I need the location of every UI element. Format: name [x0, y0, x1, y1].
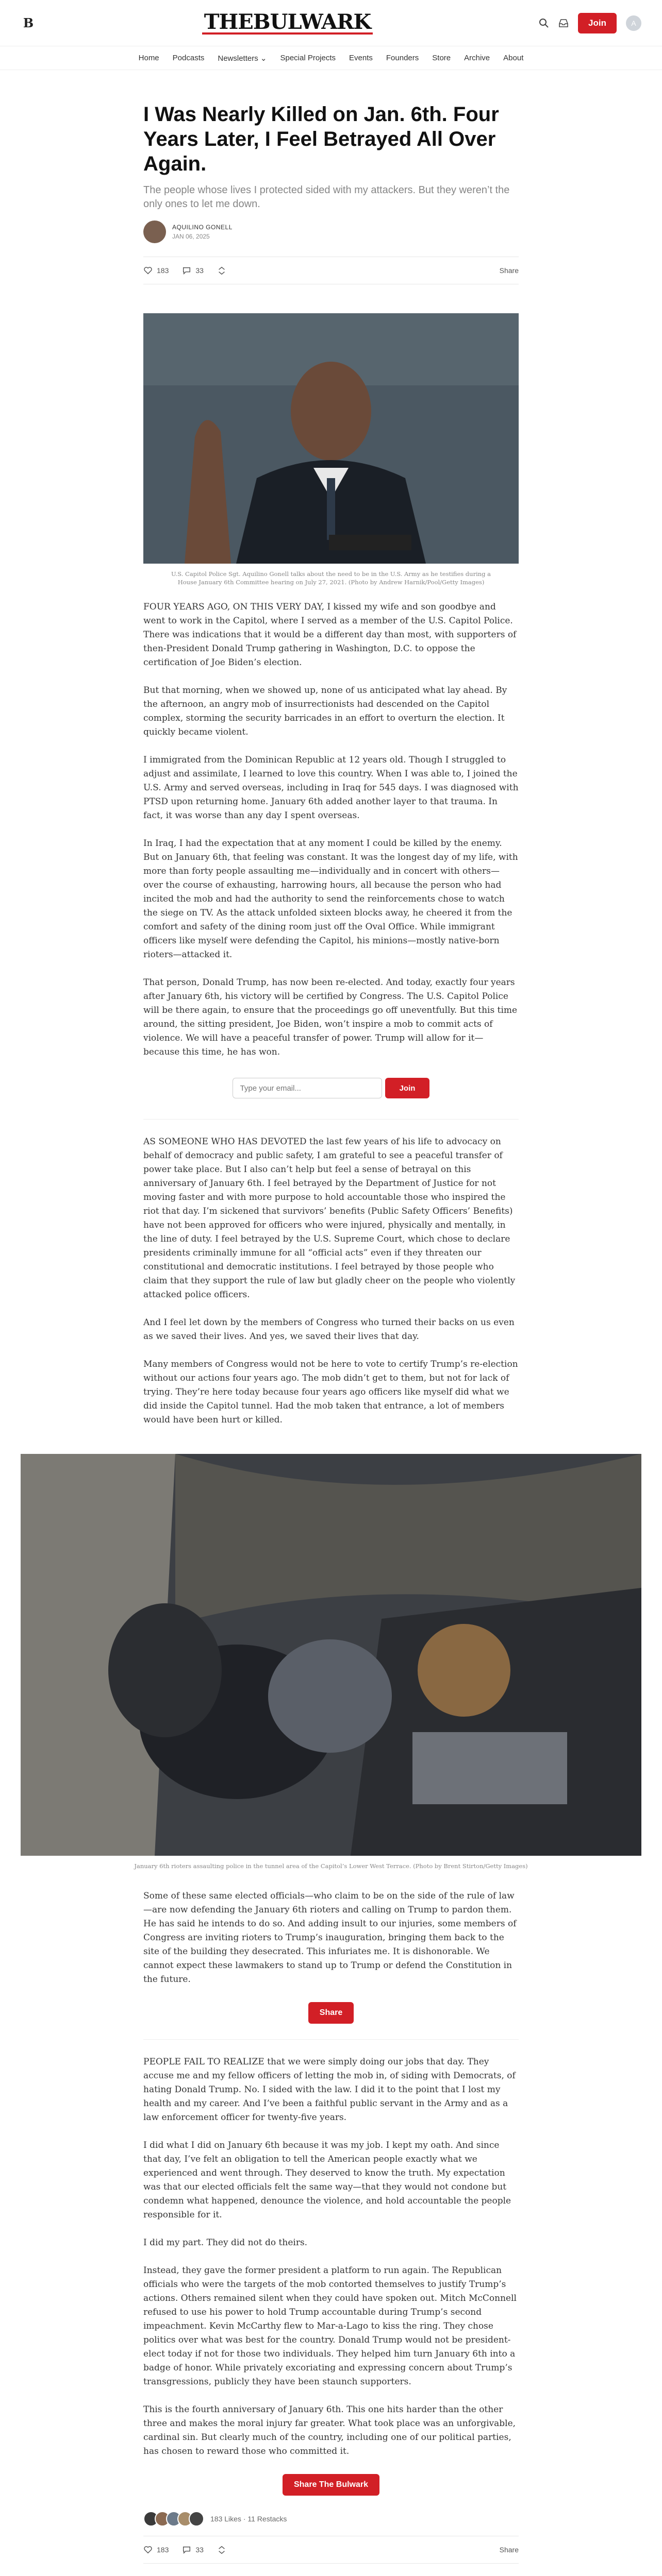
- top-bar: [0, 0, 662, 46]
- divider: [143, 1119, 519, 1120]
- article-body-b: [143, 1135, 519, 1427]
- inbox-icon[interactable]: [558, 18, 569, 28]
- likes-summary[interactable]: 183 Likes · 11 Restacks: [210, 2515, 287, 2523]
- like-count: 183: [157, 2546, 169, 2554]
- comment-button[interactable]: [182, 2545, 204, 2554]
- paragraph: I did what I did on January 6th because it was my job. I kept my oath. And since that day, I’ve felt an obligation to tell the American people exactly what we experienced and went through. They deserved to know the truth. My expectation was that our elected officials felt the same way—that they would not condone but condemn what happened, denounce the violence, and hold accountable the people responsible for it.: [143, 2140, 511, 2220]
- like-button[interactable]: [143, 266, 169, 275]
- comment-button[interactable]: [182, 266, 204, 275]
- nav-podcasts[interactable]: Podcasts: [172, 54, 205, 62]
- join-button[interactable]: Join: [578, 13, 617, 33]
- wide-figure: [21, 1454, 641, 1870]
- article-body-a: [143, 600, 519, 1059]
- paragraph: Some of these same elected officials—who claim to be on the side of the rule of law—are now defending the January 6th rioters and calling on Trump to pardon them. He has said he intends to do so. And adding insult to our injuries, some members of Congress are inviting rioters to Trump’s inauguration, bringing them back to the site of the building they desecrated. This infuriates me. It is dishonorable. We cannot expect these lawmakers to stand up to Trump or defend the Constitution in the future.: [143, 1891, 517, 1985]
- search-icon[interactable]: [539, 18, 549, 28]
- share-link[interactable]: Share: [499, 2546, 519, 2554]
- article-body-d: [143, 2055, 519, 2459]
- liker-avatars[interactable]: [143, 2511, 204, 2527]
- article: [143, 70, 519, 1427]
- comment-icon: [182, 266, 191, 275]
- nav-newsletters[interactable]: [218, 54, 267, 63]
- paragraph: In Iraq, I had the expectation that at any moment I could be killed by the enemy. But on January 6th, that feeling was constant. It was the longest day of my life, with more than forty people assaulting me—individually and in concert with others—over the course of exhausting, harrowing hours, all because the person who had incited the mob and had the authority to send the reinforcements chose to watch the siege on TV. As the attack unfolded sixteen blocks away, he cheered it from the comfort and safety of the dining room just off the Oval Office. While immigrant officers like myself were defending the Capitol, his minions—mostly native-born rioters—attacked it.: [143, 838, 518, 960]
- wide-photo-illustration: [21, 1454, 641, 1856]
- article-title: I Was Nearly Killed on Jan. 6th. Four Years Later, I Feel Betrayed All Over Again.: [143, 103, 499, 175]
- hero-photo-illustration: [143, 313, 519, 564]
- paragraph: AS SOMEONE WHO HAS DEVOTED the last few years of his life to advocacy on behalf of democracy and public safety, I am grateful to see a peaceful transfer of power take place. But I also can’t help but feel a sense of betrayal on this anniversary of January 6th. I feel betrayed by the Department of Justice for not moving faster and with more purpose to hold accountable those who inspired the riot that day. I’m sickened that survivors’ benefits (Public Safety Officers’ Benefits) have not been approved for officers who were injured, physically and mentally, in the line of duty. I feel betrayed by the U.S. Supreme Court, which chose to declare presidents criminally immune for all “official acts” even if they threaten our constitutional and democratic institutions. I feel betrayed by those people who claim that they support the rule of law but gladly cheer on the people who violently attacked police officers.: [143, 1137, 516, 1300]
- divider: [143, 2039, 519, 2040]
- paragraph: I did my part. They did not do theirs.: [143, 2238, 308, 2248]
- nav-archive[interactable]: Archive: [464, 54, 490, 62]
- article-continued: [143, 1870, 519, 2576]
- article-subtitle: The people whose lives I protected sided with my attackers. But they weren’t the only ones to let me down.: [143, 184, 510, 210]
- heart-icon: [143, 266, 153, 275]
- paragraph: PEOPLE FAIL TO REALIZE that we were simply doing our jobs that day. They accuse me and my fellow officers of letting the mob in, of siding with Democrats, of hating Donald Trump. No. I sided with the law. I did it to the point that I lost my health and my career. And I’ve been a faithful public servant in the Army and as a law enforcement officer for twenty-five years.: [143, 2057, 516, 2123]
- avatar: [189, 2511, 204, 2527]
- restack-button[interactable]: [217, 266, 226, 275]
- hero-image[interactable]: [143, 313, 519, 564]
- heart-icon: [143, 2545, 153, 2554]
- brand-wordmark[interactable]: THEBULWARK: [202, 12, 373, 35]
- share-bulwark-button[interactable]: Share The Bulwark: [283, 2474, 379, 2496]
- comment-icon: [182, 2545, 191, 2554]
- wide-image[interactable]: [21, 1454, 641, 1856]
- account-avatar[interactable]: A: [626, 15, 641, 31]
- publication-logo[interactable]: B: [23, 15, 34, 30]
- paragraph: This is the fourth anniversary of January 6th. This one hits harder than the other three and makes the moral injury far greater. What took place was an unforgivable, cardinal sin. But clearly much of the country, including one of our political parties, has chosen to reward those who committed it.: [143, 2404, 516, 2456]
- hero-caption: U.S. Capitol Police Sgt. Aquilino Gonell talks about the need to be in the U.S. Army as he testifies during a House January 6th Committee hearing on July 27, 2021. (Photo by Andrew Harnik/Pool/Getty Images): [171, 570, 491, 586]
- chevron-down-icon: ⌄: [260, 54, 267, 63]
- paragraph: But that morning, when we showed up, none of us anticipated what lay ahead. By the afternoon, an angry mob of insurrectionists had descended on the Capitol complex, storming the security barricades in an effort to overturn the election. It quickly became violent.: [143, 685, 507, 737]
- publish-date: JAN 06, 2025: [172, 233, 210, 240]
- inline-subscribe: [143, 1078, 519, 1098]
- post-actions-top: [143, 257, 519, 284]
- paragraph: And I feel let down by the members of Congress who turned their backs on us even as we saved their lives. And yes, we saved their lives that day.: [143, 1317, 515, 1342]
- paragraph: FOUR YEARS AGO, ON THIS VERY DAY, I kissed my wife and son goodbye and went to work in the Capitol, where I served as a member of the U.S. Capitol Police. There was indications that it would be a different day than most, with supporters of then-President Donald Trump gathering in Washington, D.C. to oppose the certification of Joe Biden’s election.: [143, 602, 517, 668]
- email-field[interactable]: [233, 1078, 382, 1098]
- nav-events[interactable]: Events: [349, 54, 373, 62]
- paragraph: Many members of Congress would not be here to vote to certify Trump’s re-election without our actions four years ago. The mob didn’t get to them, but not for lack of trying. They’re here today because four years ago officers like myself did what we did inside the Capitol tunnel. Had the mob taken that entrance, a lot of members would have been hurt or killed.: [143, 1359, 518, 1425]
- comment-count: 33: [195, 2546, 204, 2554]
- nav-special-projects[interactable]: Special Projects: [280, 54, 336, 62]
- restack-icon: [217, 2545, 226, 2554]
- nav-store[interactable]: Store: [432, 54, 451, 62]
- nav-founders[interactable]: Founders: [386, 54, 419, 62]
- post-actions-bottom: [143, 2536, 519, 2564]
- share-link[interactable]: Share: [499, 266, 519, 275]
- like-button[interactable]: [143, 2545, 169, 2554]
- article-body-c: [143, 1889, 519, 1987]
- nav-newsletters-label: Newsletters: [218, 54, 258, 63]
- main-nav: [0, 46, 662, 70]
- comment-count: 33: [195, 266, 204, 275]
- likes-row: [143, 2511, 519, 2527]
- byline: [143, 221, 519, 243]
- paragraph: I immigrated from the Dominican Republic at 12 years old. Though I struggled to adjust and assimilate, I learned to love this country. When I was able to, I joined the U.S. Army and served overseas, including in Iraq for 545 days. I was diagnosed with PTSD upon returning home. January 6th added another layer to that trauma. In fact, it was worse than any day I spent overseas.: [143, 755, 519, 821]
- paragraph: That person, Donald Trump, has now been re-elected. And today, exactly four years after January 6th, his victory will be certified by Congress. The U.S. Capitol Police will be there again, to ensure that the proceedings go off uneventfully. But this time around, the sitting president, Joe Biden, won’t inspire a mob to commit acts of violence. We will have a peaceful transfer of power. Trump will allow for it—because this time, he has won.: [143, 977, 518, 1057]
- nav-about[interactable]: About: [503, 54, 524, 62]
- hero-figure: [143, 313, 519, 586]
- top-bar-actions: [539, 13, 641, 33]
- like-count: 183: [157, 266, 169, 275]
- subscribe-button[interactable]: Join: [385, 1078, 430, 1098]
- author-avatar[interactable]: [143, 221, 166, 243]
- author-name[interactable]: AQUILINO GONELL: [172, 224, 233, 231]
- nav-home[interactable]: Home: [138, 54, 159, 62]
- restack-icon: [217, 266, 226, 275]
- paragraph: Instead, they gave the former president a platform to run again. The Republican officials who were the targets of the mob contorted themselves to justify Trump’s actions. Others remained silent when they could have spoken out. Mitch McConnell refused to use his power to hold Trump accountable during Trump’s second impeachment. Kevin McCarthy flew to Mar-a-Lago to kiss the ring. They chose politics over what was best for the country. Donald Trump would not be president-elect today if not for those two individuals. They helped him turn January 6th into a badge of honor. While privately excoriating and expressing concern about Trump’s transgressions, publicly they have been staunch supporters.: [143, 2265, 517, 2387]
- share-button[interactable]: Share: [308, 2002, 354, 2024]
- wide-caption: January 6th rioters assaulting police in the tunnel area of the Capitol’s Lower West Terrace. (Photo by Brent Stirton/Getty Images): [134, 1862, 528, 1870]
- restack-button[interactable]: [217, 2545, 226, 2554]
